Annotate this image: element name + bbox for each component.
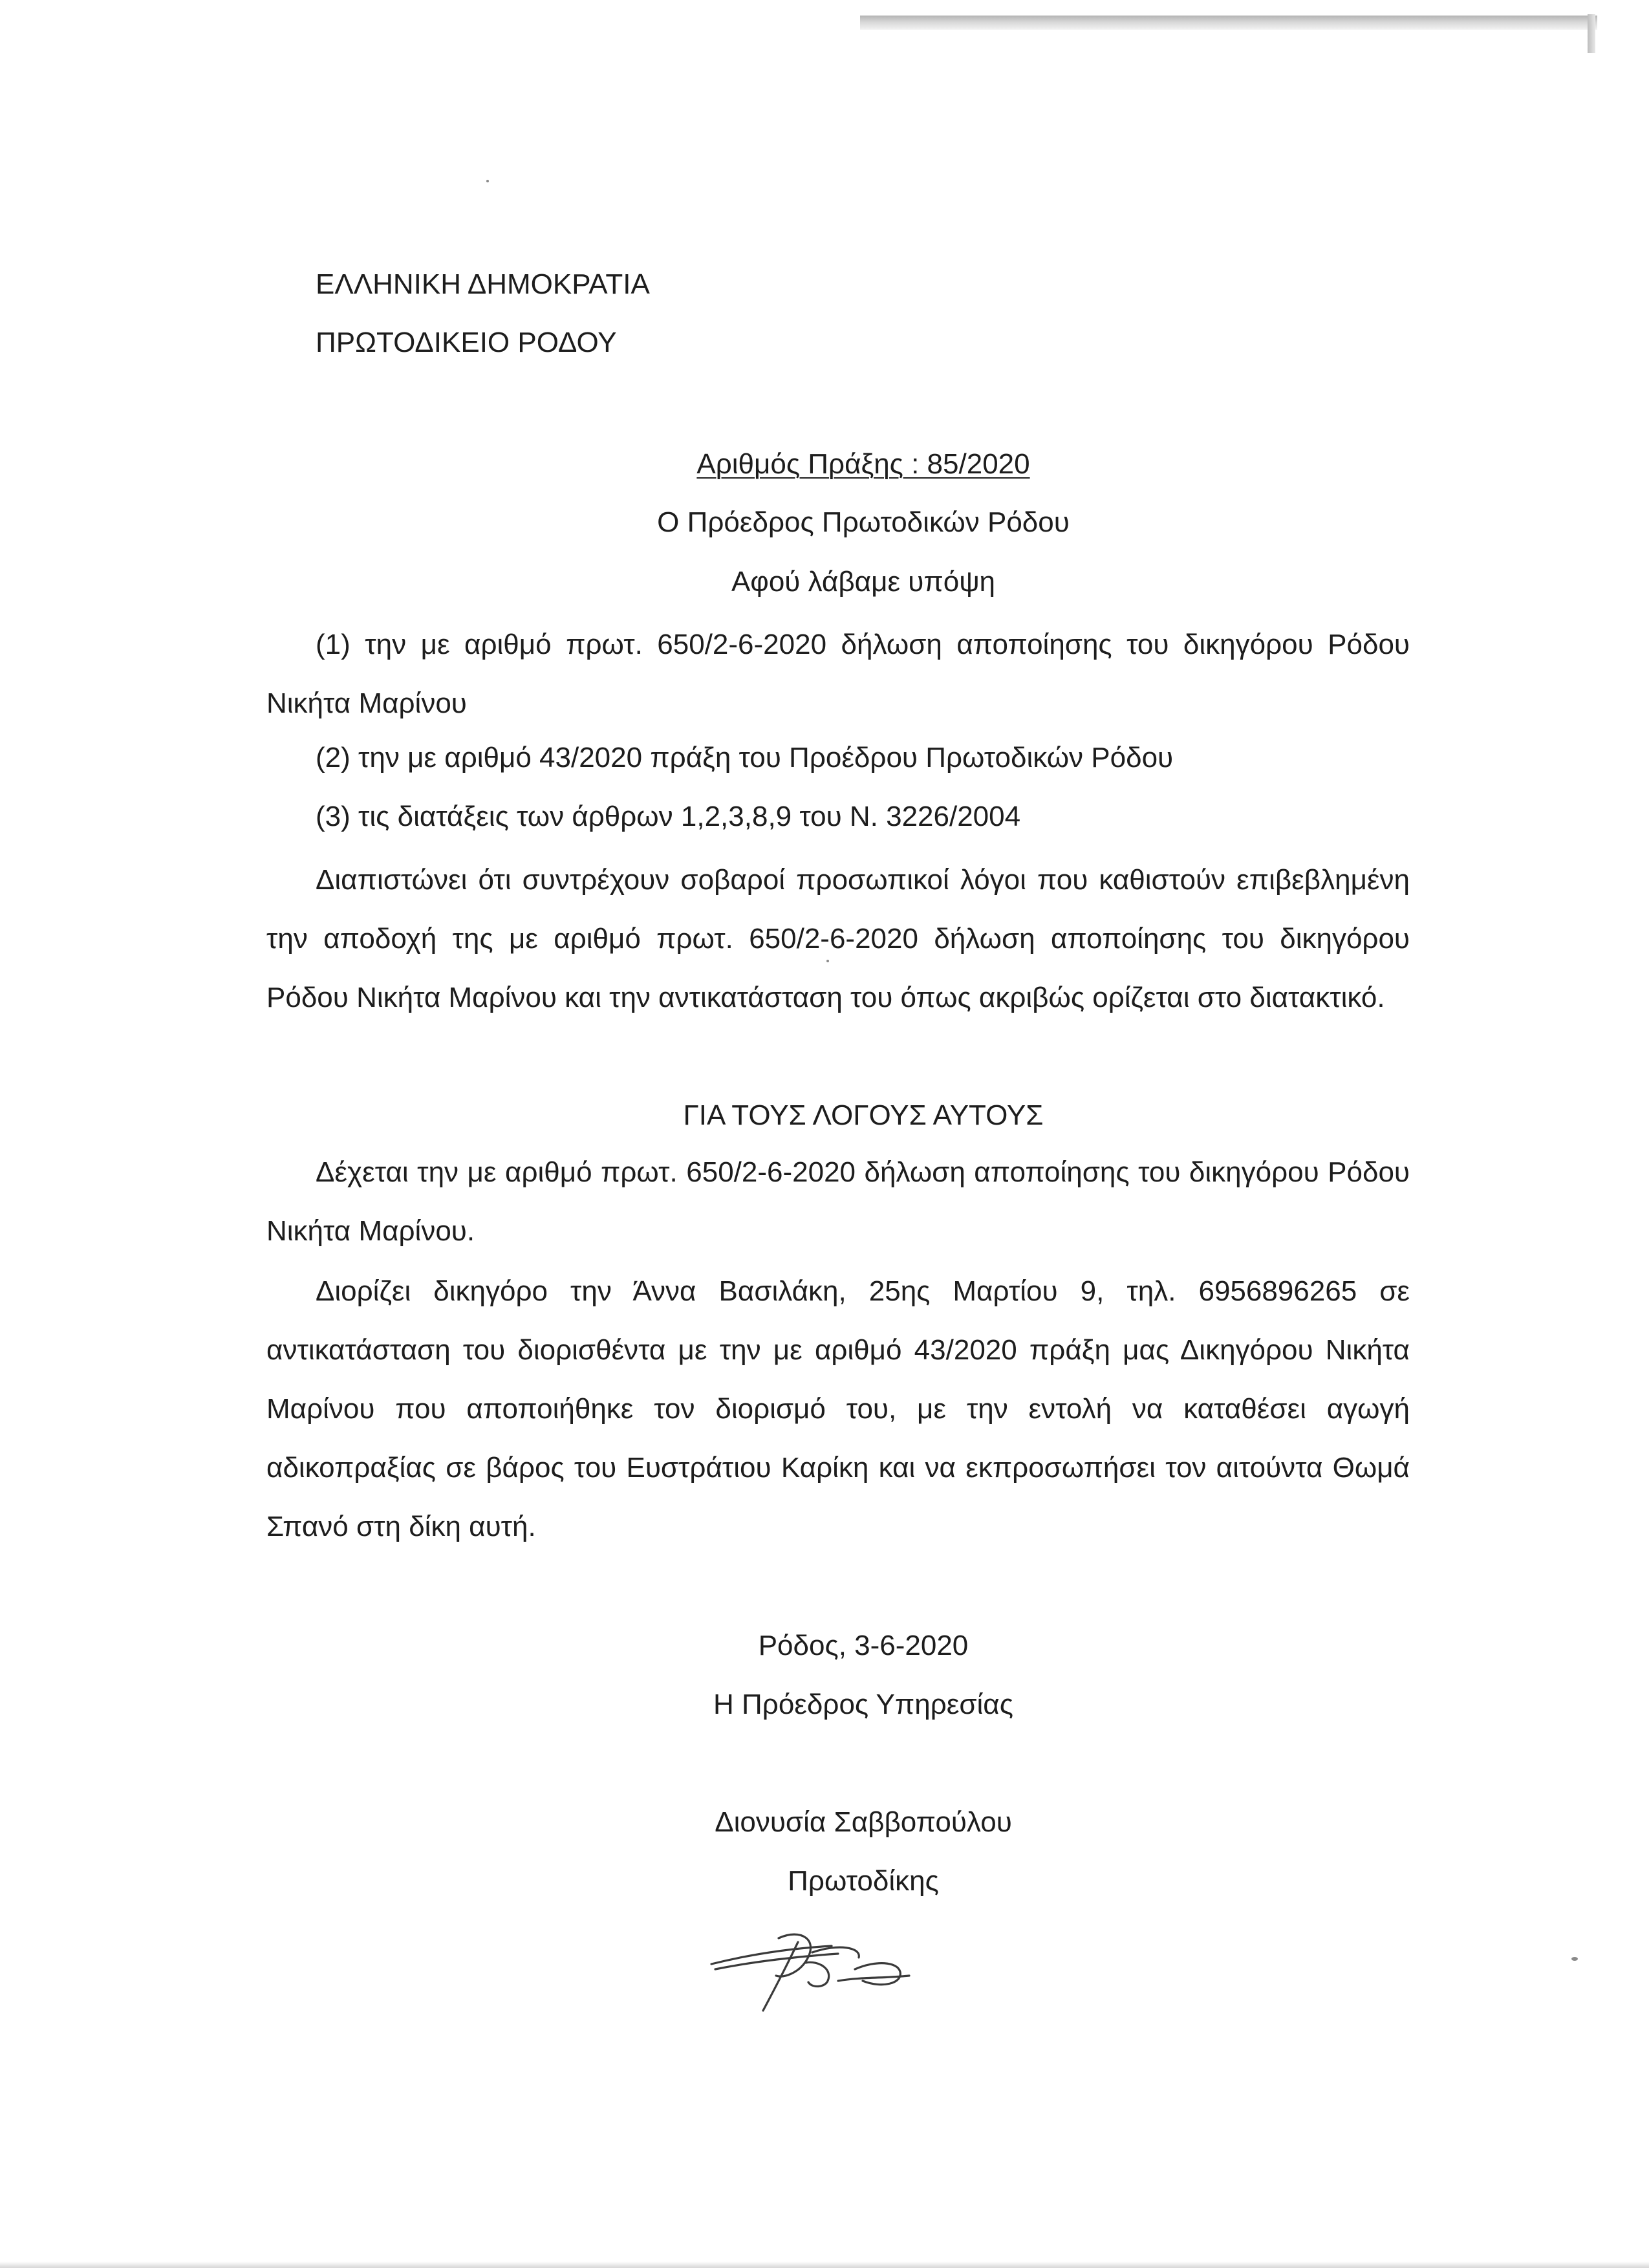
signatory-role: Η Πρόεδρος Υπηρεσίας	[713, 1689, 1013, 1720]
consideration-item-1-text: (1) την με αριθμό πρωτ. 650/2-6-2020 δήλωση αποποίησης του δικηγόρου Ρόδου Νικήτα Μαρίνου	[266, 629, 1410, 719]
scan-edge-right	[1588, 14, 1595, 53]
handwritten-signature	[709, 1924, 922, 2014]
finding-text: Διαπιστώνει ότι συντρέχουν σοβαροί προσωπικοί λόγοι που καθιστούν επιβεβλημένη την αποδοχή της με αριθμό πρωτ. 650/2-6-2020 δήλωση αποποίησης του δικηγόρου Ρόδου Νικήτα Μαρίνου και την αντικατάσταση του όπως ακριβώς ορίζεται στο διατακτικό.	[266, 864, 1410, 1013]
consideration-item-1	[266, 615, 1410, 733]
ruling-accepts-text: Δέχεται την με αριθμό πρωτ. 650/2-6-2020 δήλωση αποποίησης του δικηγόρου Ρόδου Νικήτα Μαρίνου.	[266, 1156, 1410, 1247]
ruling-appoints-paragraph	[266, 1262, 1410, 1556]
scan-edge-bottom	[0, 2262, 1649, 2268]
court-heading: ΠΡΩΤΟΔΙΚΕΙΟ ΡΟΔΟΥ	[316, 327, 617, 358]
reasons-heading: ΓΙΑ ΤΟΥΣ ΛΟΓΟΥΣ ΑΥΤΟΥΣ	[683, 1099, 1044, 1131]
ruling-appoints-text: Διορίζει δικηγόρο την Άννα Βασιλάκη, 25ης Μαρτίου 9, τηλ. 6956896265 σε αντικατάσταση του διορισθέντα με την με αριθμό 43/2020 πράξη μας Δικηγόρου Νικήτα Μαρίνου που αποποιήθηκε τον διορισμό του, με την εντολή να καταθέσει αγωγή αδικοπραξίας σε βάρος του Ευστράτιου Καρίκη και να εκπροσωπήσει τον αιτούντα Θωμά Σπανό στη δίκη αυτή.	[266, 1275, 1410, 1542]
consideration-item-2: (2) την με αριθμό 43/2020 πράξη του Προέδρου Πρωτοδικών Ρόδου	[316, 742, 1174, 773]
scan-edge-top	[860, 16, 1597, 30]
scan-speck	[1571, 1957, 1578, 1961]
act-issuer: Ο Πρόεδρος Πρωτοδικών Ρόδου	[657, 506, 1070, 538]
ruling-accepts-paragraph	[266, 1143, 1410, 1260]
consideration-item-3: (3) τις διατάξεις των άρθρων 1,2,3,8,9 του Ν. 3226/2004	[316, 801, 1021, 832]
finding-paragraph	[266, 850, 1410, 1027]
signatory-name: Διονυσία Σαββοπούλου	[715, 1806, 1012, 1838]
scan-speck	[486, 180, 489, 182]
considering-heading: Αφού λάβαμε υπόψη	[731, 566, 996, 598]
act-number: Αριθμός Πράξης : 85/2020	[696, 448, 1030, 480]
place-date: Ρόδος, 3-6-2020	[758, 1630, 969, 1661]
signatory-title: Πρωτοδίκης	[788, 1865, 939, 1897]
country-heading: ΕΛΛΗΝΙΚΗ ΔΗΜΟΚΡΑΤΙΑ	[316, 268, 650, 300]
